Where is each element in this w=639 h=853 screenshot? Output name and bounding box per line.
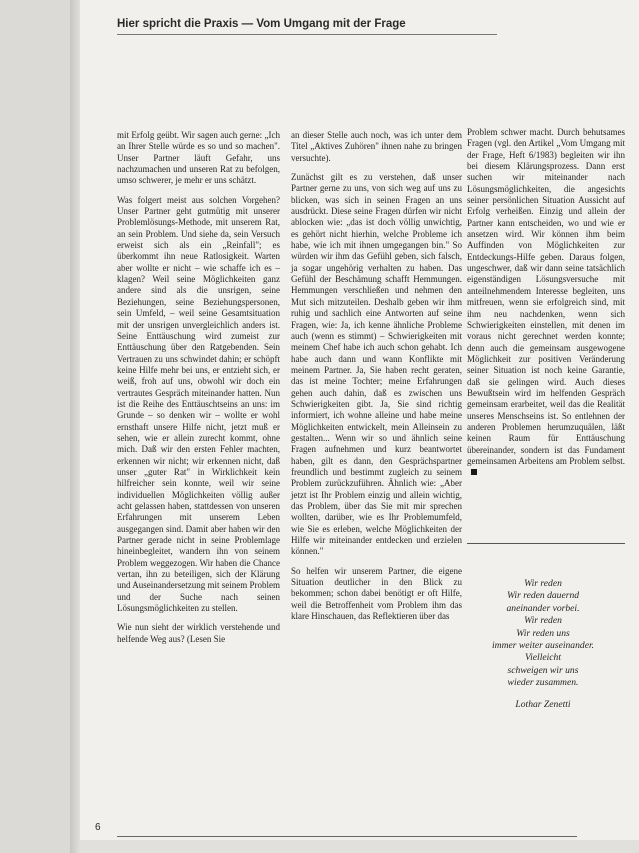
paragraph: So helfen wir unserem Partner, die eigene Situation deutlicher in den Blick zu bekommen; schon dabei benötigt er oft Hilfe, weil die Betroffenheit vom Problem ihm das klare Hinschauen, das Reflektieren über das bbox=[291, 565, 462, 622]
poem-line: immer weiter auseinander. bbox=[491, 640, 595, 652]
text-column-2 bbox=[291, 130, 462, 630]
paragraph-text: Problem schwer macht. Durch behutsames Fragen (vgl. den Artikel „Vom Umgang mit der Frage, Heft 6/1983) begleiten wir ihn bei diesem Klärungsprozess. Dann erst suchen wir miteinander nach Lösungsmöglichkeiten, die angesichts seiner persönlichen Situation Aussicht auf Erfolg verheißen. Einzig und allein der Partner kann entscheiden, wo und wie er ansetzen wird. Wir können ihm beim Auffinden von Möglichkeiten zur Entdeckungs-Hilfe geben. Daraus folgen, ungeschwer, daß wir dann seine tatsächlich eigenständigen Lösungsversuche mit anteilnehmendem Interesse begleiten, uns mitfreuen, wenn sie erfolgreich sind, mit ihm neu nachdenken, wenn sich Schwierigkeiten einstellen, mit denen im voraus nicht gerechnet werden konnte; denn auch die gemeinsam ausgewogene Möglichkeit zur positiven Veränderung seiner Situation ist noch keine Garantie, daß sie gelingen wird. Auch dieses Bewußtsein wird im helfenden Gespräch gemeinsam erarbeitet, weil das die Realität unseres Menschseins ist. So entlehnen der anderen Problemen herumzuquälen, läßt keinen Raum für Enttäuschung übereinander, sondern ist das Fundament gemeinsamen Arbeitens am Problem selbst. bbox=[467, 127, 625, 466]
paragraph: an dieser Stelle auch noch, was ich unter dem Titel „Aktives Zuhören" ihnen nahe zu bringen versuchte). bbox=[291, 130, 462, 163]
end-of-article-mark bbox=[471, 469, 477, 475]
poem-line: Wir reden bbox=[524, 578, 562, 589]
text-column-1 bbox=[117, 130, 280, 653]
poem-divider bbox=[467, 543, 625, 544]
text-column-3 bbox=[467, 127, 625, 487]
paragraph: Was folgert meist aus solchen Vorgehen? Unser Partner geht gutmütig mit unserer Problemlösungs-Methode, mit unserem Rat, an sein Problem. Und siehe da, sein Versuch erweist sich als ein „Reinfall"; es überkommt ihn neue Ratlosigkeit. Warten aber wollte er nicht – wie schaffe ich es – klagen? Weil seine Möglichkeiten ganz andere sind als die unsrigen, seine Beziehungen, seine Beziehungspersonen, sein Umfeld, – weil seine Gesamtsituation mit der unsrigen unvergleichlich anders ist. Seine Enttäuschung wird zumeist zur Enttäuschung über den Ratgebenden. Sein Vertrauen zu uns schwindet dahin; er schöpft keine Hilfe mehr bei uns, er entzieht sich, er weiß, froh auf uns, obwohl wir doch ein vertrautes Gespräch miteinander hatten. Nun ist die Reihe des Enttäuschtseins an uns: im Grunde – so denken wir – wollte er wohl ernsthaft unsere Hilfe nicht, jetzt muß er sehen, wie er allein zurecht kommt, ohne mich. Daß wir den ersten Fehler machten, erkennen wir nicht; wir erkennen nicht, daß unser „guter Rat" in Wirklichkeit kein hilfreicher sein konnte, weil wir seine individuellen Möglichkeiten völlig außer acht gelassen haben, stattdessen von unseren Erfahrungen mit unserem Leben ausgegangen sind. Damit aber haben wir den Partner gerade nicht in seine Problemlage hineinbegleitet, wandern ihn von seinem Problem weggezogen. Wir haben die Chance vertan, ihn zu beteiligen, sich der Klärung und Auseinandersetzung mit seinem Problem und der Suche nach seinen Lösungsmöglichkeiten zu stellen. bbox=[117, 194, 280, 614]
paragraph: Zunächst gilt es zu verstehen, daß unser Partner gerne zu uns, von sich weg auf uns zu blicken, was sich in seinen Fragen an uns ausdrückt. Diese seine Fragen dürfen wir nicht ablocken wie: „das ist doch völlig unwichtig, es gehört nicht hierhin, welche Probleme ich habe, wie ich mit ihnen umgegangen bin." So würden wir ihm das Gefühl geben, sich falsch, ja sogar ungehörig verhalten zu haben. Das Gefühl der Beschämung schafft Hemmungen. Hemmungen verschließen und nehmen den Mut sich mitzuteilen. Deshalb geben wir ihm ruhig und sachlich eine Antworten auf seine Fragen, wie: Ja, ich kenne ähnliche Probleme auch (wenn es stimmt) – Schwierigkeiten mit meinem Chef habe ich auch schon gehabt. Ich habe auch dann und wann Konflikte mit meinem Partner. Ja, Sie haben recht geraten, das ist meine Tochter; meine Erfahrungen gehen auch dahin, daß es zwischen uns Schwierigkeiten gibt. Ja, Sie sind richtig informiert, ich wohne alleine und habe meine Möglichkeiten entwickelt, mein Alleinsein zu gestalten... Wenn wir so und ähnlich seine Fragen aufnehmen und kurz beantwortet haben, gilt es dann, den Gesprächspartner freundlich und bestimmt zugleich zu seinem Problem zurückzuführen. Ähnlich wie: „Aber jetzt ist Ihr Problem einzig und allein wichtig, das Problem, über das Sie mit mir sprechen wollten, darüber, wie es Ihr Problemumfeld, wie Sie es erleben, welche Möglichkeiten der Hilfe wir miteinander entdecken und erzielen können." bbox=[291, 172, 462, 557]
paragraph bbox=[467, 127, 625, 479]
poem-line: wieder zusammen. bbox=[507, 677, 579, 689]
poem-line: schweigen wir uns bbox=[507, 664, 579, 676]
poem-line: Wir reden uns bbox=[516, 627, 570, 639]
poem-box bbox=[468, 578, 618, 711]
header-rule bbox=[117, 34, 497, 35]
poem-line: Wir reden dauernd bbox=[506, 590, 580, 602]
poem-line: Wir reden bbox=[524, 615, 562, 627]
page-number: 6 bbox=[95, 822, 101, 833]
paragraph: mit Erfolg geübt. Wir sagen auch gerne: „Ich an Ihrer Stelle würde es so und so machen". Unser Partner läuft Gefahr, uns nachzumachen und unseren Rat zu befolgen, umso schwerer, je mehr er uns schätzt. bbox=[117, 130, 280, 186]
poem-author: Lothar Zenetti bbox=[515, 698, 571, 710]
footer-rule bbox=[117, 836, 577, 837]
running-header: Hier spricht die Praxis — Vom Umgang mit der Frage bbox=[117, 18, 406, 30]
paragraph: Wie nun sieht der wirklich verstehende und helfende Weg aus? (Lesen Sie bbox=[117, 622, 280, 644]
scan-bottom-edge bbox=[80, 840, 639, 853]
poem-line: aneinander vorbei. bbox=[506, 602, 580, 614]
poem-line: Vielleicht bbox=[524, 652, 562, 664]
